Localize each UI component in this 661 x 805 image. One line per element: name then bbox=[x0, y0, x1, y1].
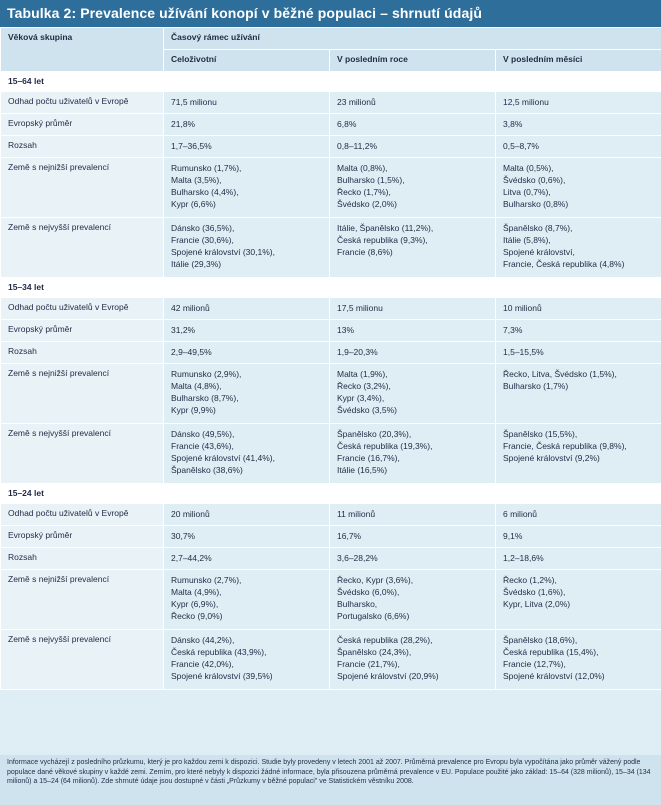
table-cell bbox=[496, 92, 661, 114]
table-cell bbox=[496, 630, 661, 690]
cell-line: Švédsko (6,0%), bbox=[337, 587, 400, 597]
table-row bbox=[1, 570, 661, 630]
table-cell bbox=[164, 630, 330, 690]
table-row bbox=[1, 548, 661, 570]
cell-line: Česká republika (43,9%), bbox=[171, 647, 267, 657]
cell-line: Česká republika (19,3%), bbox=[337, 441, 433, 451]
cell-line: Španělsko (38,6%) bbox=[171, 465, 243, 475]
table-cell bbox=[496, 298, 661, 320]
header-row-1 bbox=[1, 28, 661, 50]
table-cell bbox=[164, 158, 330, 218]
cell-line: 71,5 milionu bbox=[171, 97, 217, 107]
table-cell bbox=[164, 342, 330, 364]
table-row bbox=[1, 92, 661, 114]
row-label: Země s nejnižší prevalencí bbox=[1, 364, 164, 424]
cell-line: 1,5–15,5% bbox=[503, 347, 544, 357]
table-cell bbox=[496, 548, 661, 570]
cell-line: Francie (16,7%), bbox=[337, 453, 400, 463]
cell-line: Francie, Česká republika (4,8%) bbox=[503, 259, 625, 269]
cell-line: Kypr (6,6%) bbox=[171, 199, 216, 209]
table-cell bbox=[330, 548, 496, 570]
row-label: Rozsah bbox=[1, 342, 164, 364]
row-label: Země s nejvyšší prevalencí bbox=[1, 424, 164, 484]
table-cell bbox=[330, 158, 496, 218]
cell-line: 6 milionů bbox=[503, 509, 538, 519]
table-row bbox=[1, 158, 661, 218]
section-row bbox=[1, 278, 661, 298]
cell-line: Řecko (3,2%), bbox=[337, 381, 391, 391]
cell-line: Spojené království (39,5%) bbox=[171, 671, 273, 681]
cell-line: Švédsko (2,0%) bbox=[337, 199, 397, 209]
table-row bbox=[1, 504, 661, 526]
table-cell bbox=[330, 424, 496, 484]
cell-line: 0,8–11,2% bbox=[337, 141, 378, 151]
table-cell bbox=[496, 114, 661, 136]
cell-line: Rumunsko (1,7%), bbox=[171, 163, 242, 173]
cell-line: 1,9–20,3% bbox=[337, 347, 378, 357]
cell-line: Itálie, Španělsko (11,2%), bbox=[337, 223, 434, 233]
cell-line: 13% bbox=[337, 325, 355, 335]
cell-line: Itálie (29,3%) bbox=[171, 259, 222, 269]
cell-line: Švédsko (0,6%), bbox=[503, 175, 566, 185]
cell-line: Česká republika (9,3%), bbox=[337, 235, 428, 245]
table-body bbox=[1, 28, 661, 690]
cell-line: Dánsko (44,2%), bbox=[171, 635, 235, 645]
cell-line: Švédsko (3,5%) bbox=[337, 405, 397, 415]
cell-line: Litva (0,7%), bbox=[503, 187, 551, 197]
cell-line: Španělsko (8,7%), bbox=[503, 223, 573, 233]
cell-line: Bulharsko (1,5%), bbox=[337, 175, 405, 185]
cell-line: Bulharsko (1,7%) bbox=[503, 381, 569, 391]
cell-line: 2,7–44,2% bbox=[171, 553, 212, 563]
cell-line: Kypr (9,9%) bbox=[171, 405, 216, 415]
table-cell bbox=[496, 320, 661, 342]
cell-line: 12,5 milionu bbox=[503, 97, 549, 107]
cell-line: Řecko (1,7%), bbox=[337, 187, 391, 197]
table-cell bbox=[496, 158, 661, 218]
row-label: Odhad počtu uživatelů v Evropě bbox=[1, 298, 164, 320]
header-time-frame: Časový rámec užívání bbox=[164, 28, 661, 50]
section-label: 15–24 let bbox=[1, 484, 661, 504]
table-cell bbox=[330, 504, 496, 526]
cell-line: Španělsko (24,3%), bbox=[337, 647, 412, 657]
cell-line: Malta (0,8%), bbox=[337, 163, 388, 173]
cell-line: Bulharsko (8,7%), bbox=[171, 393, 239, 403]
cell-line: Rumunsko (2,7%), bbox=[171, 575, 242, 585]
table-row bbox=[1, 342, 661, 364]
table-row bbox=[1, 320, 661, 342]
cell-line: 3,8% bbox=[503, 119, 523, 129]
cell-line: Dánsko (49,5%), bbox=[171, 429, 235, 439]
table-cell bbox=[164, 570, 330, 630]
cell-line: 9,1% bbox=[503, 531, 523, 541]
row-label: Odhad počtu uživatelů v Evropě bbox=[1, 92, 164, 114]
row-label: Země s nejvyšší prevalencí bbox=[1, 218, 164, 278]
cell-line: Česká republika (28,2%), bbox=[337, 635, 433, 645]
cell-line: Spojené království (20,9%) bbox=[337, 671, 439, 681]
cell-line: Kypr (6,9%), bbox=[171, 599, 219, 609]
table-cell bbox=[164, 92, 330, 114]
table-cell bbox=[330, 364, 496, 424]
table-cell bbox=[330, 342, 496, 364]
cell-line: Řecko, Kypr (3,6%), bbox=[337, 575, 414, 585]
cell-line: Španělsko (20,3%), bbox=[337, 429, 412, 439]
table-cell bbox=[330, 320, 496, 342]
table-cell bbox=[496, 504, 661, 526]
cell-line: Česká republika (15,4%), bbox=[503, 647, 599, 657]
table-cell bbox=[330, 136, 496, 158]
row-label: Evropský průměr bbox=[1, 526, 164, 548]
cell-line: Malta (4,8%), bbox=[171, 381, 222, 391]
table-cell bbox=[496, 526, 661, 548]
table-row bbox=[1, 526, 661, 548]
cell-line: Spojené království (12,0%) bbox=[503, 671, 605, 681]
table-row bbox=[1, 136, 661, 158]
header-age-group: Věková skupina bbox=[1, 28, 164, 72]
cell-line: 2,9–49,5% bbox=[171, 347, 212, 357]
cell-line: Španělsko (15,5%), bbox=[503, 429, 578, 439]
cell-line: 31,2% bbox=[171, 325, 196, 335]
row-label: Země s nejnižší prevalencí bbox=[1, 570, 164, 630]
table-cell bbox=[164, 218, 330, 278]
header-last-month: V posledním měsíci bbox=[496, 50, 661, 72]
cell-line: Kypr (3,4%), bbox=[337, 393, 385, 403]
table-cell bbox=[496, 570, 661, 630]
cell-line: Kypr, Litva (2,0%) bbox=[503, 599, 571, 609]
table-cell bbox=[330, 114, 496, 136]
table-cell bbox=[164, 136, 330, 158]
table-cell bbox=[496, 218, 661, 278]
table-row bbox=[1, 218, 661, 278]
table-cell bbox=[164, 364, 330, 424]
table-cell bbox=[164, 114, 330, 136]
cell-line: Itálie (5,8%), bbox=[503, 235, 551, 245]
cell-line: Spojené království (41,4%), bbox=[171, 453, 275, 463]
cell-line: Řecko (1,2%), bbox=[503, 575, 557, 585]
table-cell bbox=[496, 364, 661, 424]
cell-line: 21,8% bbox=[171, 119, 196, 129]
row-label: Rozsah bbox=[1, 548, 164, 570]
table-cell bbox=[496, 136, 661, 158]
cell-line: Řecko, Litva, Švédsko (1,5%), bbox=[503, 369, 617, 379]
row-label: Evropský průměr bbox=[1, 114, 164, 136]
cell-line: Francie (42,0%), bbox=[171, 659, 234, 669]
section-label: 15–64 let bbox=[1, 72, 661, 92]
cell-line: 10 milionů bbox=[503, 303, 542, 313]
cell-line: Řecko (9,0%) bbox=[171, 611, 223, 621]
cell-line: 3,6–28,2% bbox=[337, 553, 378, 563]
cell-line: Francie (43,6%), bbox=[171, 441, 234, 451]
cell-line: Spojené království (9,2%) bbox=[503, 453, 600, 463]
cell-line: 42 milionů bbox=[171, 303, 210, 313]
cell-line: Malta (4,9%), bbox=[171, 587, 222, 597]
cell-line: Portugalsko (6,6%) bbox=[337, 611, 410, 621]
table-cell bbox=[164, 548, 330, 570]
cell-line: Dánsko (36,5%), bbox=[171, 223, 235, 233]
table-cell bbox=[164, 504, 330, 526]
table-cell bbox=[330, 218, 496, 278]
cell-line: Francie (8,6%) bbox=[337, 247, 393, 257]
cell-line: 6,8% bbox=[337, 119, 357, 129]
cell-line: Francie (30,6%), bbox=[171, 235, 234, 245]
cell-line: 0,5–8,7% bbox=[503, 141, 539, 151]
cell-line: Spojené království (30,1%), bbox=[171, 247, 275, 257]
table-title: Tabulka 2: Prevalence užívání konopí v běžné populaci – shrnutí údajů bbox=[0, 0, 661, 27]
cell-line: 16,7% bbox=[337, 531, 362, 541]
cell-line: Francie (21,7%), bbox=[337, 659, 400, 669]
cell-line: 11 milionů bbox=[337, 509, 376, 519]
cell-line: Bulharsko (4,4%), bbox=[171, 187, 239, 197]
table-cell bbox=[330, 92, 496, 114]
row-label: Země s nejvyšší prevalencí bbox=[1, 630, 164, 690]
cell-line: Malta (3,5%), bbox=[171, 175, 222, 185]
table-row bbox=[1, 114, 661, 136]
table-cell bbox=[330, 630, 496, 690]
cell-line: Švédsko (1,6%), bbox=[503, 587, 566, 597]
table-cell bbox=[330, 526, 496, 548]
cell-line: Francie, Česká republika (9,8%), bbox=[503, 441, 627, 451]
cell-line: 1,2–18,6% bbox=[503, 553, 544, 563]
cell-line: Itálie (16,5%) bbox=[337, 465, 388, 475]
section-row bbox=[1, 484, 661, 504]
table-row bbox=[1, 424, 661, 484]
table-cell bbox=[164, 424, 330, 484]
header-last-year: V posledním roce bbox=[330, 50, 496, 72]
row-label: Země s nejnižší prevalencí bbox=[1, 158, 164, 218]
row-label: Rozsah bbox=[1, 136, 164, 158]
cell-line: 1,7–36,5% bbox=[171, 141, 212, 151]
table-cell bbox=[330, 570, 496, 630]
cell-line: 7,3% bbox=[503, 325, 523, 335]
table-row bbox=[1, 630, 661, 690]
cell-line: 17,5 milionu bbox=[337, 303, 383, 313]
row-label: Evropský průměr bbox=[1, 320, 164, 342]
cell-line: Bulharsko, bbox=[337, 599, 378, 609]
cell-line: Malta (1,9%), bbox=[337, 369, 388, 379]
cell-line: 30,7% bbox=[171, 531, 196, 541]
table-row bbox=[1, 364, 661, 424]
row-label: Odhad počtu uživatelů v Evropě bbox=[1, 504, 164, 526]
table-cell bbox=[496, 424, 661, 484]
cell-line: Bulharsko (0,8%) bbox=[503, 199, 569, 209]
table-cell bbox=[164, 298, 330, 320]
cell-line: Spojené království, bbox=[503, 247, 575, 257]
cell-line: 20 milionů bbox=[171, 509, 210, 519]
header-lifetime: Celoživotní bbox=[164, 50, 330, 72]
cell-line: Rumunsko (2,9%), bbox=[171, 369, 242, 379]
footnote: Informace vycházejí z posledního průzkumu, který je pro každou zemi k dispozici. Studie byly provedeny v letech 2001 až 2007. Průměrná prevalence pro Evropu byla vypočítána jako průměr vážený podle populace dané věkové skupiny v každé zemi. Zemím, pro které nebyly k dispozici žádné informace, byla přisouzena průměrná prevalence v EU. Populace použité jako základ: 15–64 (328 milionů), 15–34 (134 milionů) a 15–24 (64 milionů). Zde shrnuté údaje jsou dostupné v části „Průzkumy v běžné populaci" ve Statistickém věstníku 2008. bbox=[0, 755, 661, 805]
section-label: 15–34 let bbox=[1, 278, 661, 298]
table-cell bbox=[164, 320, 330, 342]
cell-line: 23 milionů bbox=[337, 97, 376, 107]
prevalence-table bbox=[0, 27, 661, 690]
table-cell bbox=[496, 342, 661, 364]
table-row bbox=[1, 298, 661, 320]
cell-line: Francie (12,7%), bbox=[503, 659, 566, 669]
table-cell bbox=[164, 526, 330, 548]
cell-line: Španělsko (18,6%), bbox=[503, 635, 578, 645]
section-row bbox=[1, 72, 661, 92]
cell-line: Malta (0,5%), bbox=[503, 163, 554, 173]
table-cell bbox=[330, 298, 496, 320]
